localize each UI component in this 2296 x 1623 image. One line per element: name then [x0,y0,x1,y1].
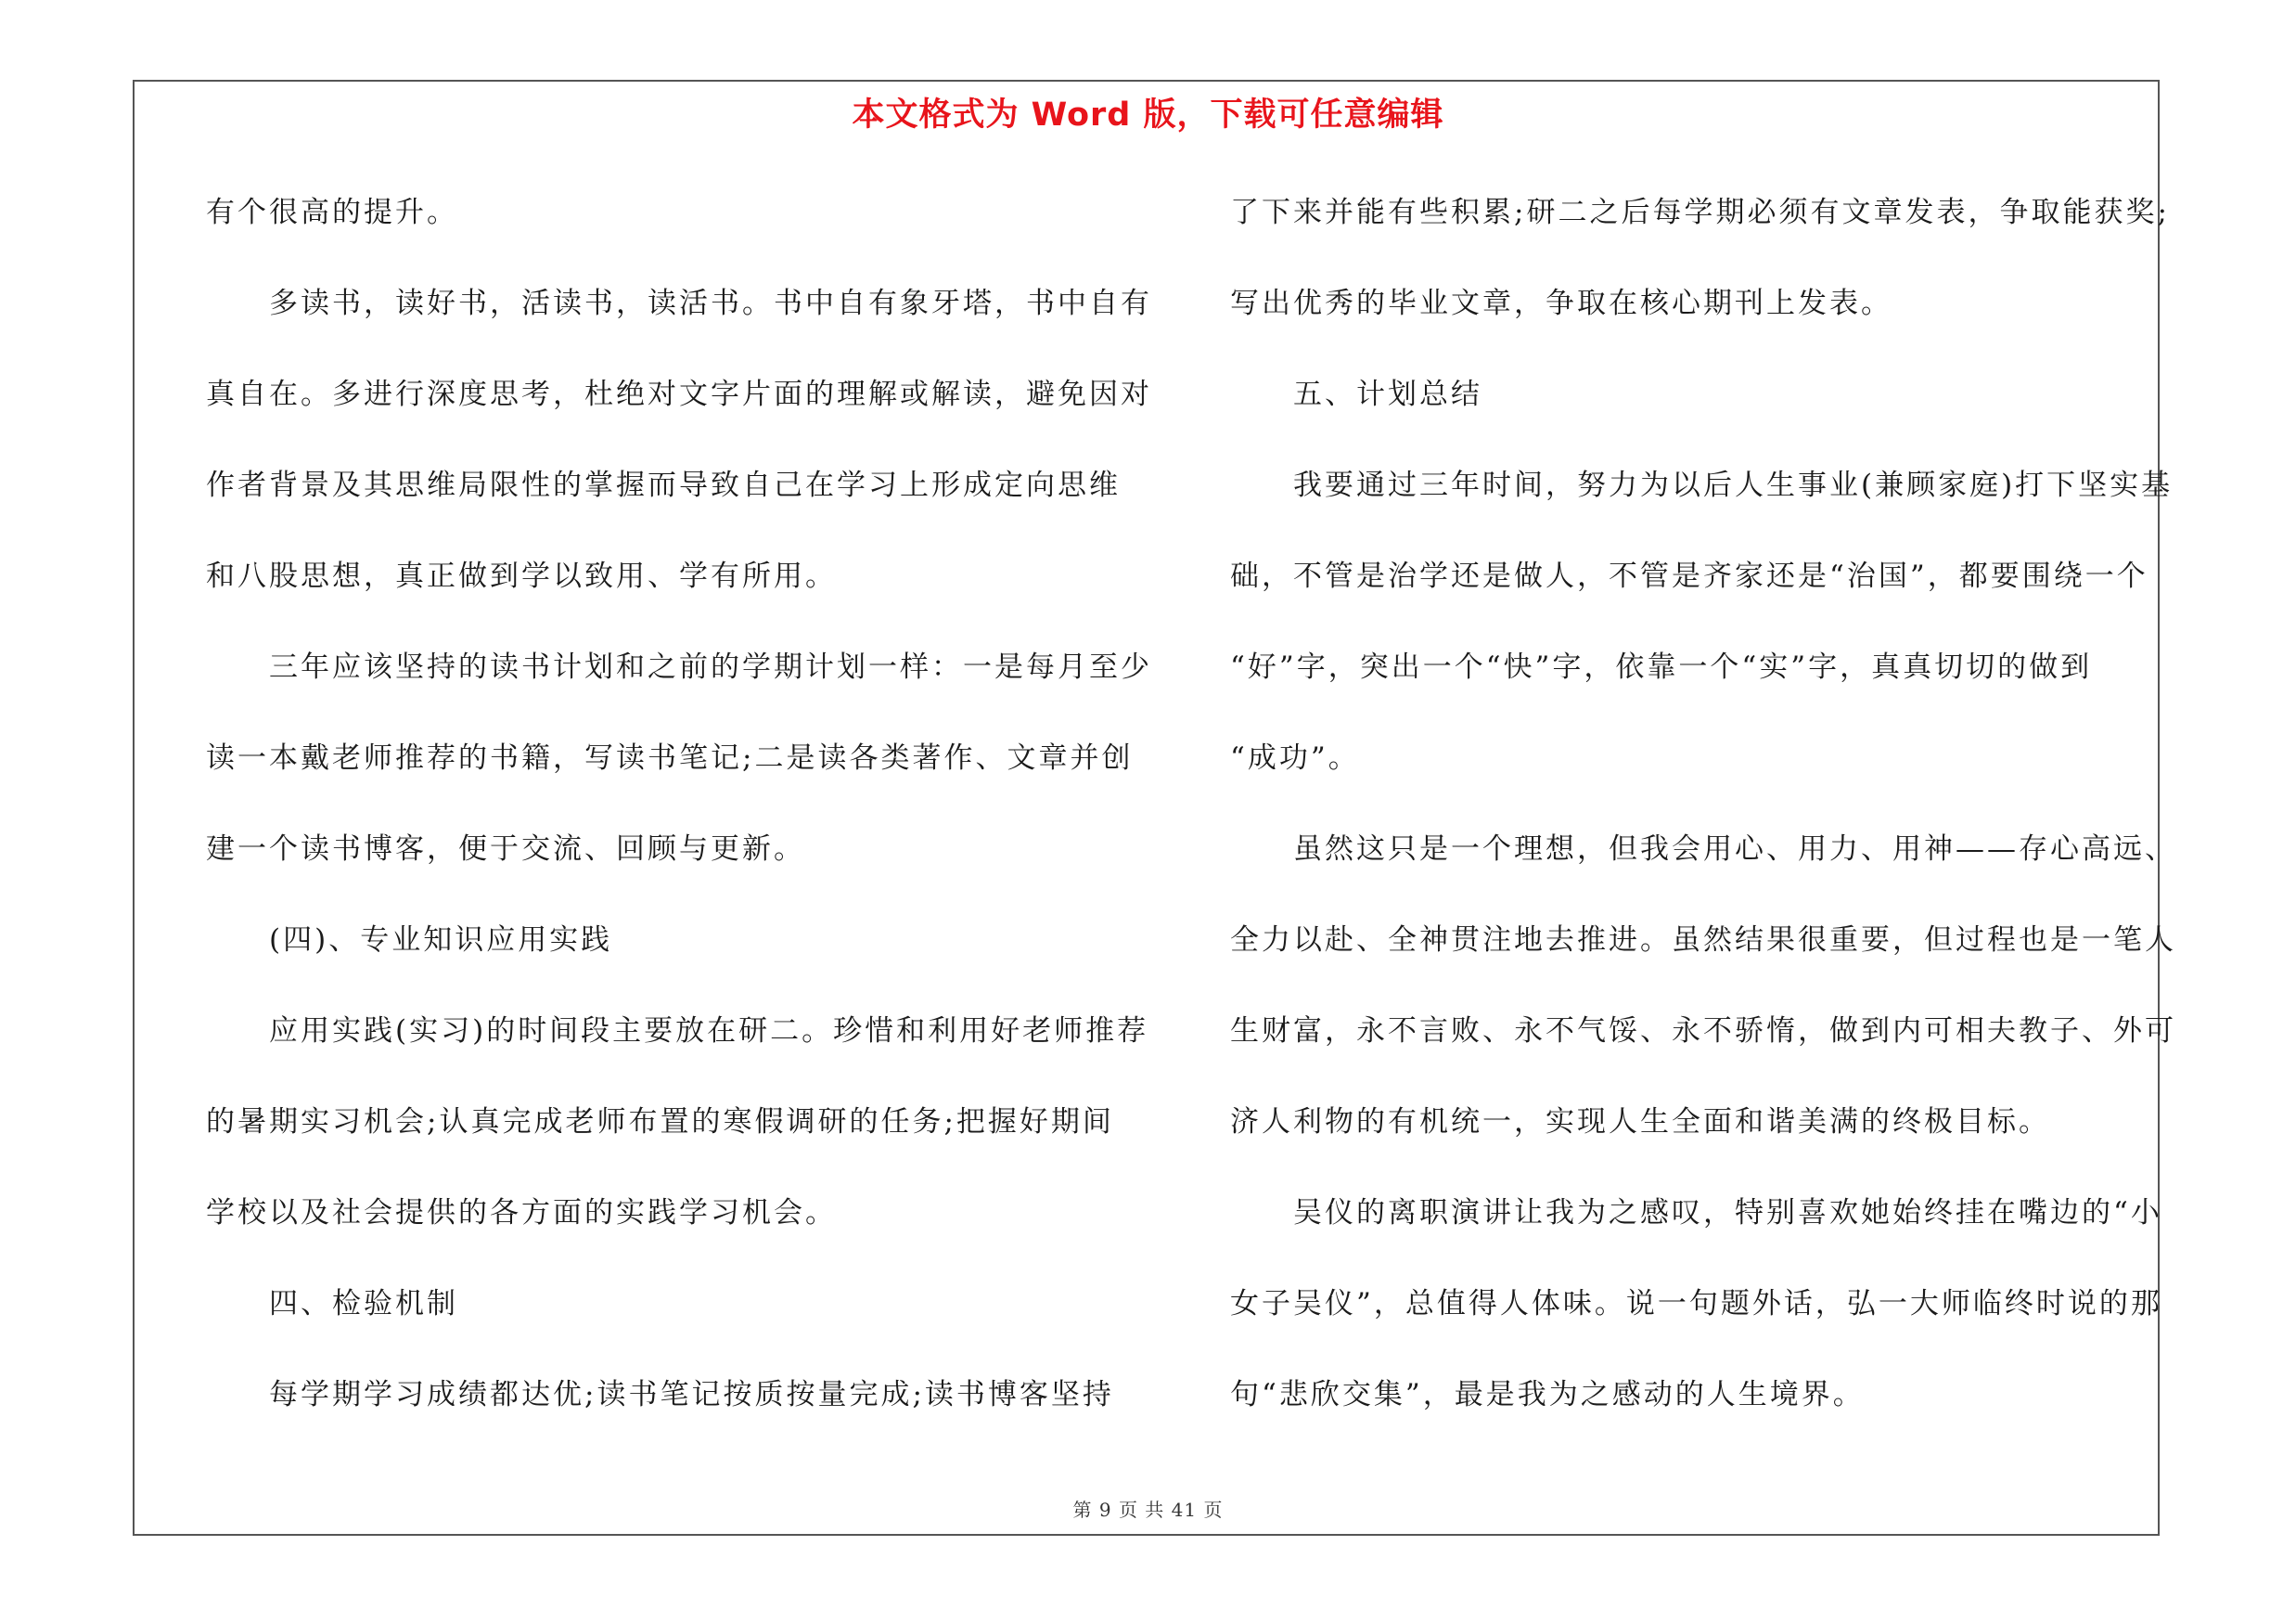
text-line: 女子吴仪”，总值得人体味。说一句题外话，弘一大师临终时说的那 [1230,1287,2162,1320]
text-line: 全力以赴、全神贯注地去推进。虽然结果很重要，但过程也是一笔人 [1230,923,2176,957]
text-line: 吴仪的离职演讲让我为之感叹，特别喜欢她始终挂在嘴边的“小 [1230,1196,2162,1230]
text-line: 学校以及社会提供的各方面的实践学习机会。 [206,1196,837,1230]
text-line: “好”字，突出一个“快”字，依靠一个“实”字，真真切切的做到 [1230,650,2093,684]
text-line: 应用实践(实习)的时间段主要放在研二。珍惜和利用好老师推荐 [206,1014,1149,1048]
page-number-footer: 第 9 页 共 41 页 [1072,1499,1224,1521]
text-line: 济人利物的有机统一，实现人生全面和谐美满的终极目标。 [1230,1105,2050,1139]
text-line: 建一个读书博客，便于交流、回顾与更新。 [206,832,805,866]
text-line: 真自在。多进行深度思考，杜绝对文字片面的理解或解读，避免因对 [206,378,1152,411]
right-text-column [1230,185,2176,1458]
text-line: 的暑期实习机会;认真完成老师布置的寒假调研的任务;把握好期间 [206,1105,1114,1139]
section-heading: 五、计划总结 [1230,378,1482,411]
text-line: 虽然这只是一个理想，但我会用心、用力、用神——存心高远、 [1230,832,2176,866]
text-line: 础，不管是治学还是做人，不管是齐家还是“治国”，都要围绕一个 [1230,560,2148,593]
section-heading: (四)、专业知识应用实践 [206,923,613,957]
section-heading: 四、检验机制 [206,1287,458,1320]
text-line: 每学期学习成绩都达优;读书笔记按质按量完成;读书博客坚持 [206,1378,1114,1411]
text-line: 读一本戴老师推荐的书籍，写读书笔记;二是读各类著作、文章并创 [206,741,1134,775]
left-text-column [206,185,1152,1458]
format-banner: 本文格式为 Word 版，下载可任意编辑 [852,97,1444,134]
text-line: 多读书，读好书，活读书，读活书。书中自有象牙塔，书中自有 [206,287,1152,320]
text-line: 句“悲欣交集”，最是我为之感动的人生境界。 [1230,1378,1865,1411]
text-line: 和八股思想，真正做到学以致用、学有所用。 [206,560,837,593]
text-line: “成功”。 [1230,741,1360,775]
text-line: 写出优秀的毕业文章，争取在核心期刊上发表。 [1230,287,1892,320]
text-line: 了下来并能有些积累;研二之后每学期必须有文章发表，争取能获奖; [1230,196,2170,229]
text-line: 三年应该坚持的读书计划和之前的学期计划一样：一是每月至少 [206,650,1152,684]
text-line: 我要通过三年时间，努力为以后人生事业(兼顾家庭)打下坚实基 [1230,469,2174,502]
text-line: 生财富，永不言败、永不气馁、永不骄惰，做到内可相夫教子、外可 [1230,1014,2176,1048]
text-line: 作者背景及其思维局限性的掌握而导致自己在学习上形成定向思维 [206,469,1121,502]
text-line: 有个很高的提升。 [206,196,458,229]
